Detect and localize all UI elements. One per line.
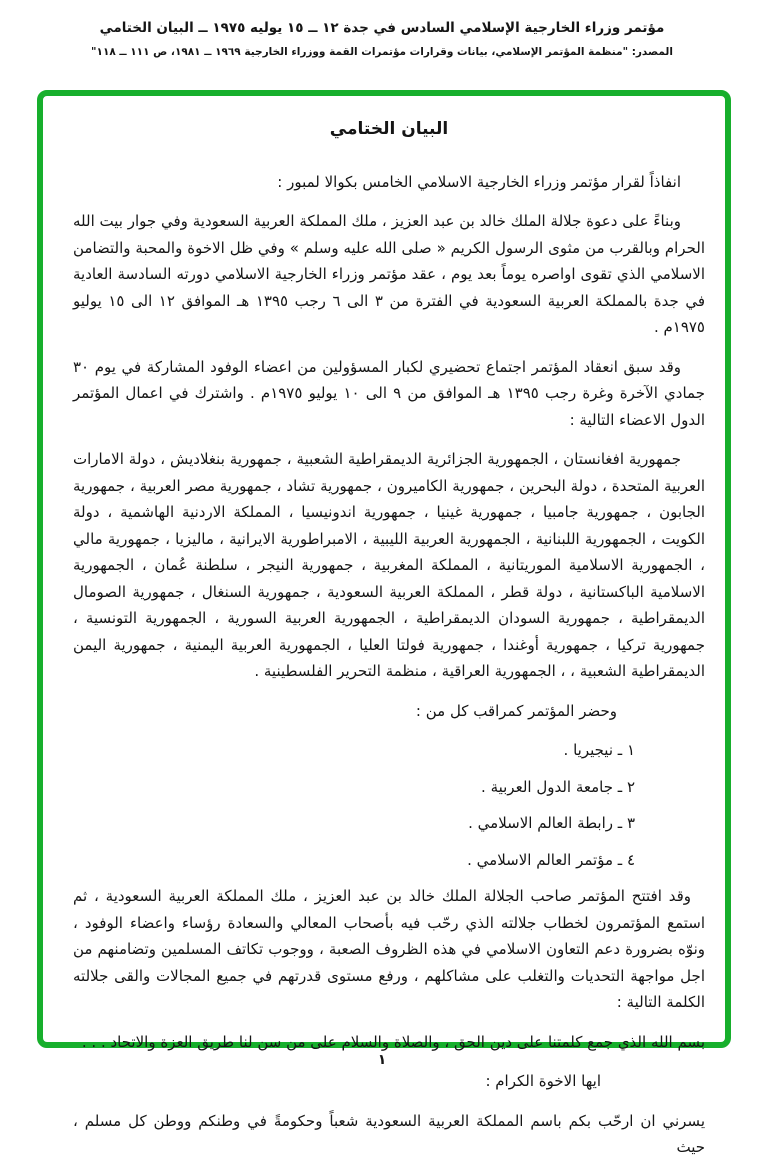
paragraph-member-states: جمهورية افغانستان ، الجمهورية الجزائرية الديمقراطية الشعبية ، جمهورية بنغلاديش ، دولة الامارات العربية المتحدة ، دولة البحرين ، جمهورية الكاميرون ، جمهورية تشاد ، جمهورية مصر العربية ، جمهورية الجابون ، جمهورية جامبيا ، جمهورية غينيا ، جمهورية اندونيسيا ، المملكة الاردنية الهاشمية ، دولة الكويت ، الجمهورية اللبنانية ، الجمهورية العربية الليبية ، الامبراطورية الايرانية ، ماليزيا ، جمهورية مالي ، الجمهورية الاسلامية الموريتانية ، المملكة المغربية ، جمهورية النيجر ، سلطنة عُمان ، الجمهورية الاسلامية الباكستانية ، دولة قطر ، المملكة العربية السعودية ، جمهورية السنغال ، جمهورية الصومال الديمقراطية ، جمهورية السودان الديمقراطية ، الجمهورية العربية السورية ، الجمهورية التونسية ، جمهورية تركيا ، جمهورية أوغندا ، جمهورية فولتا العليا ، الجمهورية العربية اليمنية ، جمهورية اليمن الديمقراطية الشعبية ، ، الجمهورية العراقية ، منظمة التحرير الفلسطينية . [73,450,705,680]
header-source: المصدر: "منظمة المؤتمر الإسلامي، بيانات وقرارات مؤتمرات القمة ووزراء الخارجية ١٩٦٩ ــ ١٩٨١، ص ١١١ ــ ١١٨" [91,46,673,58]
observer-list [73,737,705,873]
paragraph-preparatory: وقد سبق انعقاد المؤتمر اجتماع تحضيري لكبار المسؤولين من اعضاء الوفود المشاركة في يوم ٣٠ جمادي الآخرة وغرة رجب ١٣٩٥ هـ الموافق من ٩ الى ١٠ يوليو ١٩٧٥م . واشترك في اعمال المؤتمر الدول الاعضاء التالية : [73,357,705,429]
paragraph-implementation: انفاذاً لقرار مؤتمر وزراء الخارجية الاسلامي الخامس بكوالا لمبور : [277,172,681,191]
observer-item: ٢ ـ جامعة الدول العربية . [481,777,635,796]
document-frame [37,90,731,1156]
paragraph-welcome: يسرني ان ارحّب بكم باسم المملكة العربية السعودية شعباً وحكومةً في وطنكم ووطن كل مسلم ، حيث [73,1111,705,1156]
paragraph-invitation: وبناءً على دعوة جلالة الملك خالد بن عبد العزيز ، ملك المملكة العربية السعودية وفي جوار بيت الله الحرام وبالقرب من مثوى الرسول الكريم « صلى الله عليه وسلم » وفي ظل الاخوة والمحبة والتضامن الاسلامي الذي تقوى اواصره يوماً بعد يوم ، عقد مؤتمر وزراء الخارجية الاسلامي دورته السادسة العادية في جدة بالمملكة العربية السعودية في الفترة من ٣ الى ٦ رجب ١٣٩٥ هـ الموافق ١٢ الى ١٥ يوليو ١٩٧٥م . [73,212,706,336]
observer-item: ١ ـ نيجيريا . [563,741,635,759]
paragraph-opening: وقد افتتح المؤتمر صاحب الجلالة الملك خالد بن عبد العزيز ، ملك المملكة العربية السعودية ، ثم استمع المؤتمرون لخطاب جلالته الذي رحّب فيه بأصحاب المعالي والسعادة رؤساء واعضاء الوفود ، ونوّه بضرورة دعم التعاون الاسلامي في هذه الظروف الصعبة ، ووجوب تكاتف المسلمين وتضامنهم من اجل مواجهة التحديات والتغلب على مشاكلهم ، ورفع مستوى قدرتهم في جميع المجالات والقى جلالته الكلمة التالية : [73,887,705,1011]
communique-body [73,116,705,1161]
page-number: ١ [377,1052,387,1068]
observer-item: ٤ ـ مؤتمر العالم الاسلامي . [467,850,635,869]
page-header [0,20,764,58]
header-title: مؤتمر وزراء الخارجية الإسلامي السادس في جدة ١٢ ــ ١٥ يوليه ١٩٧٥ ــ البيان الختامي [99,20,665,36]
paragraph-basmala: بسم الله الذي جمع كلمتنا على دين الحق ، والصلاة والسلام على من سن لنا طريق العزة والاتحاد . . . [81,1032,705,1051]
observers-intro: وحضر المؤتمر كمراقب كل من : [415,701,617,720]
communique-title: البيان الختامي [329,119,449,139]
paragraph-brothers: ايها الاخوة الكرام : [485,1072,601,1090]
observer-item: ٣ ـ رابطة العالم الاسلامي . [468,814,635,832]
